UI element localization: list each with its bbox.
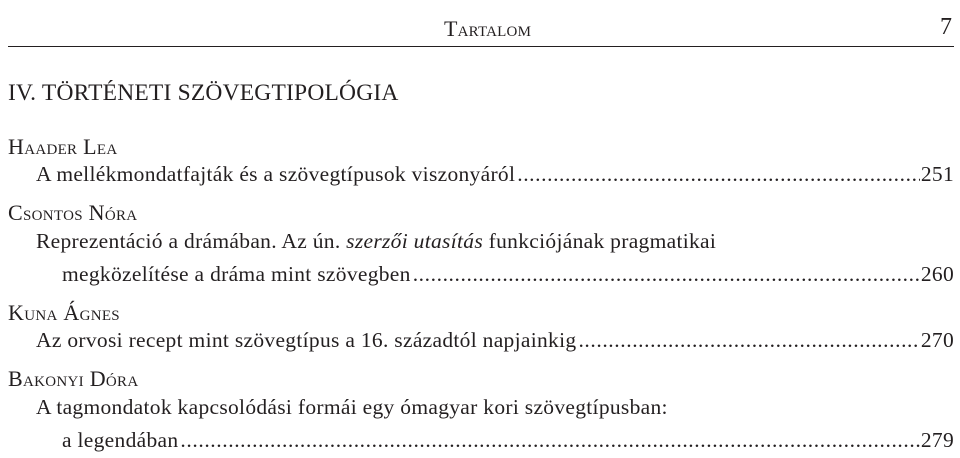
dot-leader xyxy=(413,262,920,287)
toc-entry-author: Csontos Nóra xyxy=(8,200,138,225)
toc-entry-author: Haader Lea xyxy=(8,134,118,159)
toc-entry-title-text: Reprezentáció a drámában. Az ún. xyxy=(36,229,347,253)
toc-entry-title-text: A mellékmondatfajták és a szövegtípusok viszonyáról xyxy=(36,162,516,186)
toc-entry-title-text: megközelítése a dráma mint szövegben xyxy=(62,262,411,286)
toc-entry-page-number: 279 xyxy=(920,428,954,452)
toc-entry-title-text: A tagmondatok kapcsolódási formái egy ómagyar kori szövegtípusban: xyxy=(36,395,668,419)
toc-entry-title-continued[interactable] xyxy=(62,428,954,453)
toc-entry-title-continued[interactable] xyxy=(62,262,954,287)
toc-entry-title-text: funkciójának pragmatikai xyxy=(483,229,717,253)
dot-leader xyxy=(578,328,919,353)
section-heading: IV. TÖRTÉNETI SZÖVEGTIPOLÓGIA xyxy=(8,80,399,106)
dot-leader xyxy=(180,428,919,453)
dot-leader xyxy=(517,162,920,187)
toc-entry-title-text: Az orvosi recept mint szövegtípus a 16. századtól napjainkig xyxy=(36,328,577,352)
running-head-title: Tartalom xyxy=(444,16,532,41)
toc-entry-author: Bakonyi Dóra xyxy=(8,366,139,391)
running-head xyxy=(8,12,954,47)
toc-entry-page-number: 270 xyxy=(920,328,954,352)
toc-entry-title-text: a legendában xyxy=(62,428,179,452)
toc-entry-title[interactable] xyxy=(36,395,954,420)
toc-entry-title[interactable] xyxy=(36,162,954,187)
toc-entry-title[interactable] xyxy=(36,229,954,254)
toc-entry-page-number: 260 xyxy=(920,262,954,286)
page-number: 7 xyxy=(940,14,952,40)
toc-entry-page-number: 251 xyxy=(920,162,954,186)
toc-entry-author: Kuna Ágnes xyxy=(8,300,120,325)
toc-entry-title-italic: szerzői utasítás xyxy=(346,229,483,253)
toc-entry-title[interactable] xyxy=(36,328,954,353)
